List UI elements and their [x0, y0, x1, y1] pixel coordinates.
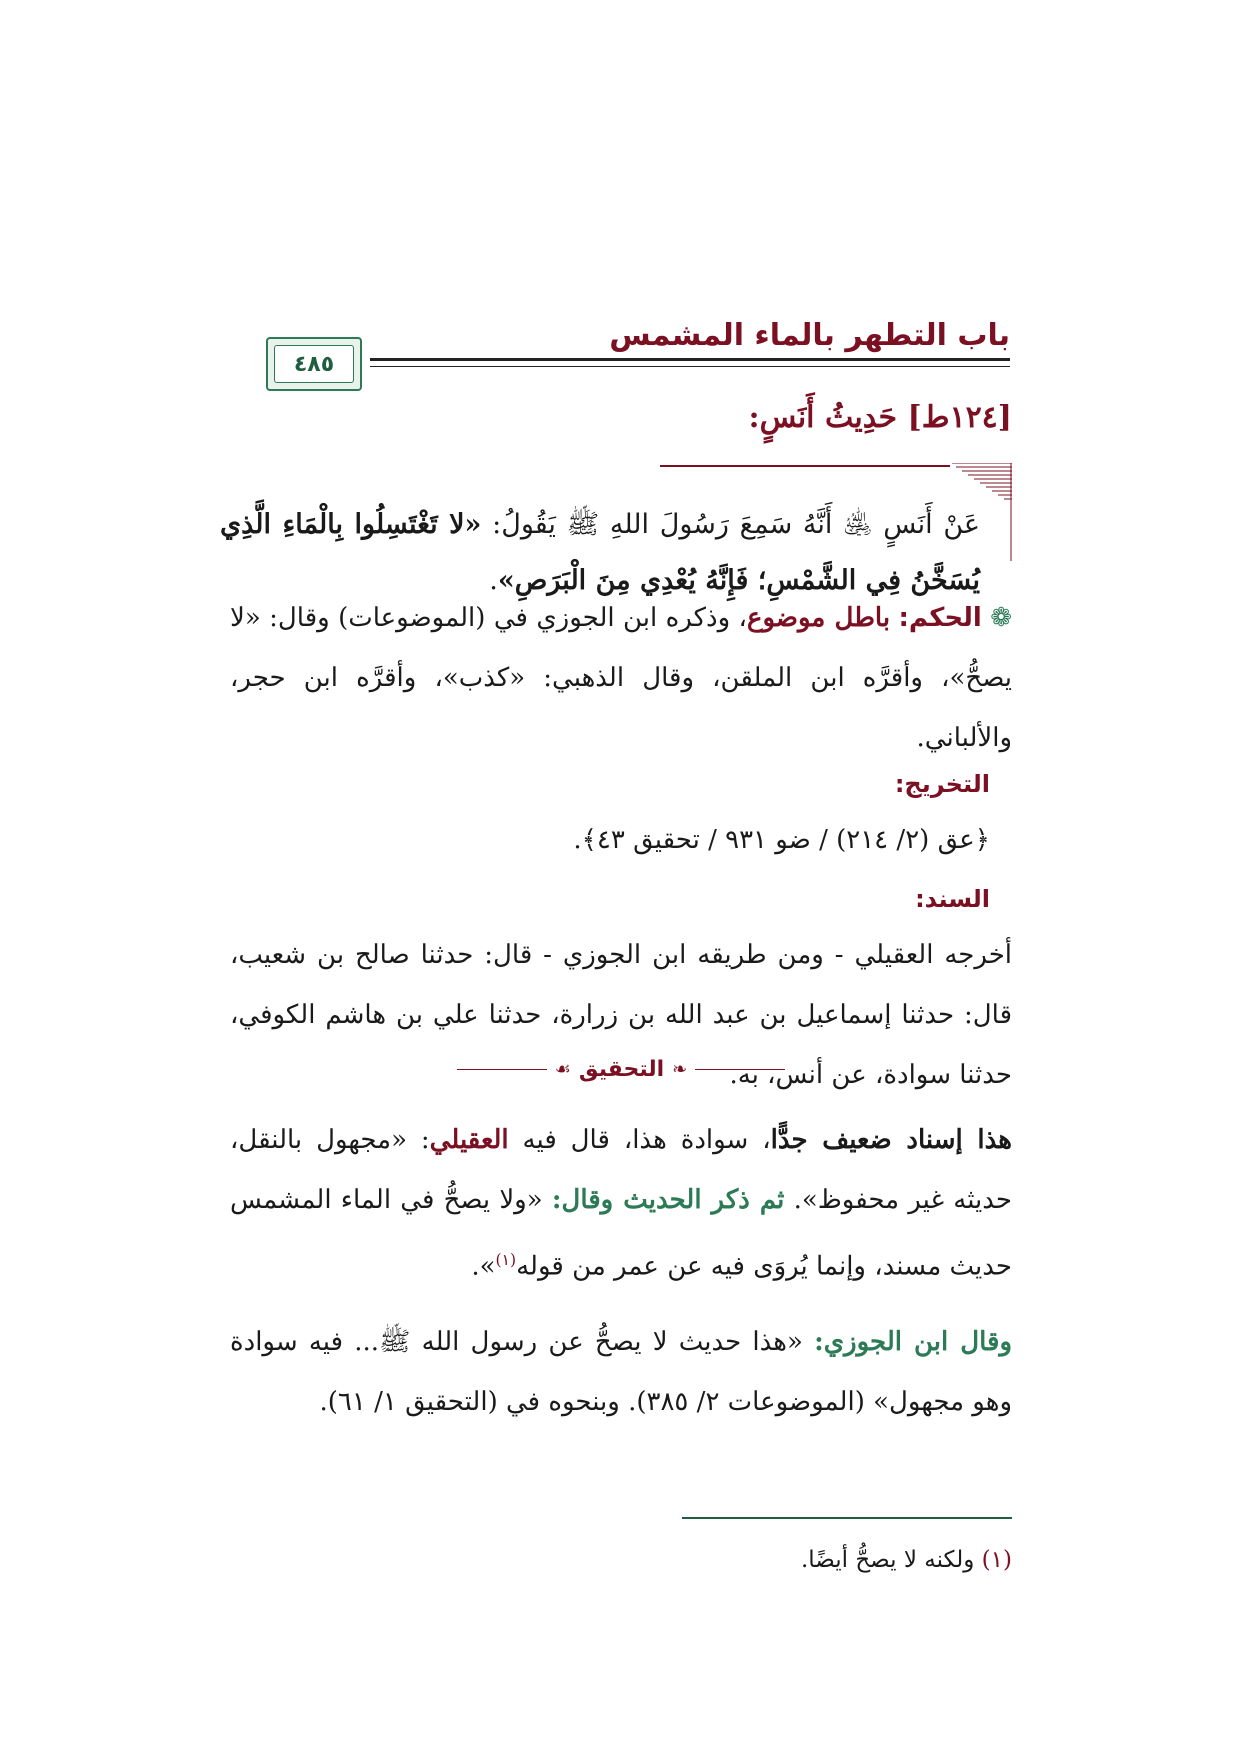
- hadith-end: .: [489, 565, 498, 596]
- footnote-number: (١): [981, 1547, 1012, 1573]
- running-title: باب التطهر بالماء المشمس: [609, 318, 1010, 353]
- tahqiq-text: «هذا حديث لا يصحُّ عن رسول الله ﷺ... فيه سوادة وهو مجهول» (الموضوعات ٢/ ٣٨٥). وبنحوه في (التحقيق ١/ ٦١).: [230, 1327, 1012, 1417]
- header-rule-thin: [370, 366, 1010, 367]
- hadith-title: [١٢٤ط] حَدِيثُ أَنَسٍ:: [748, 400, 1012, 435]
- footnote-text: ولكنه لا يصحُّ أيضًا.: [800, 1547, 982, 1573]
- divider-line: [695, 1069, 785, 1070]
- takhrij-text: ﴿عق (٢/ ٢١٤) / ضو ٩٣١ / تحقيق ٤٣﴾.: [573, 825, 990, 855]
- divider-ornament-icon: ☙: [554, 1059, 571, 1080]
- header-rule: [370, 358, 1010, 361]
- tahqiq-text: ».: [471, 1251, 496, 1282]
- footnote-ref[interactable]: (١): [495, 1251, 517, 1269]
- tahqiq-divider: [230, 1057, 1012, 1082]
- page-number: ٤٨٥: [274, 345, 354, 383]
- ruling-paragraph: [230, 588, 1012, 768]
- ruling-text: ، وذكره ابن الجوزي في (الموضوعات) وقال: «لا يصحُّ»، وأقرَّه ابن الملقن، وقال الذهبي: «كذب»، وأقرَّه ابن حجر، والألباني.: [230, 603, 1012, 753]
- hadith-top-rule: [660, 465, 950, 467]
- tahqiq-verdict: هذا إسناد ضعيف جدًّا: [770, 1125, 1013, 1155]
- footnote: [801, 1540, 1012, 1580]
- tahqiq-heading: التحقيق: [578, 1057, 665, 1082]
- sanad-label: السند:: [915, 885, 990, 913]
- tahqiq-text: ، سوادة هذا، قال فيه: [508, 1125, 771, 1155]
- tahqiq-text: «ولا يصحُّ في الماء المشمس حديث مسند، وإنما يُروَى فيه عن عمر من قوله: [230, 1185, 1012, 1282]
- header-rule-left-thin: [977, 366, 1010, 367]
- tahqiq-text: : «مجهول بالنقل، حديثه غير محفوظ».: [230, 1125, 1013, 1215]
- aqili-name: العقيلي: [429, 1125, 509, 1155]
- footnote-rule: [682, 1517, 1012, 1519]
- ruling-label: الحكم:: [898, 603, 982, 633]
- page-number-frame: [266, 337, 362, 391]
- hadith-quote: «لا تَغْتَسِلُوا بِالْمَاءِ الَّذِي يُسَخَّنُ فِي الشَّمْسِ؛ فَإِنَّهُ يُعْدِي مِنَ الْبَرَصِ»: [220, 509, 980, 596]
- ibn-jawzi-name: وقال ابن الجوزي:: [814, 1327, 1012, 1357]
- ruling-verdict: باطل موضوع: [746, 603, 891, 633]
- hadith-intro: عَنْ أَنَسٍ ﵁ أَنَّهُ سَمِعَ رَسُولَ اللهِ ﷺ يَقُولُ:: [481, 509, 981, 540]
- sanad-text: أخرجه العقيلي - ومن طريقه ابن الجوزي - قال: حدثنا صالح بن شعيب، قال: حدثنا إسماعيل بن عبد الله بن زرارة، حدثنا علي بن هاشم الكوفي، حدثنا سوادة، عن أنس، به.: [230, 940, 1012, 1090]
- tahqiq-paragraph-1: [230, 1110, 1012, 1297]
- tahqiq-highlight: ثم ذكر الحديث وقال:: [551, 1185, 785, 1215]
- tahqiq-paragraph-2: [230, 1312, 1012, 1432]
- flower-ornament-icon: ❁: [990, 603, 1012, 633]
- divider-ornament-icon: ❧: [672, 1059, 688, 1080]
- takhrij-label: التخريج:: [894, 770, 990, 798]
- header-rule-left: [977, 358, 1010, 361]
- divider-line: [457, 1069, 547, 1070]
